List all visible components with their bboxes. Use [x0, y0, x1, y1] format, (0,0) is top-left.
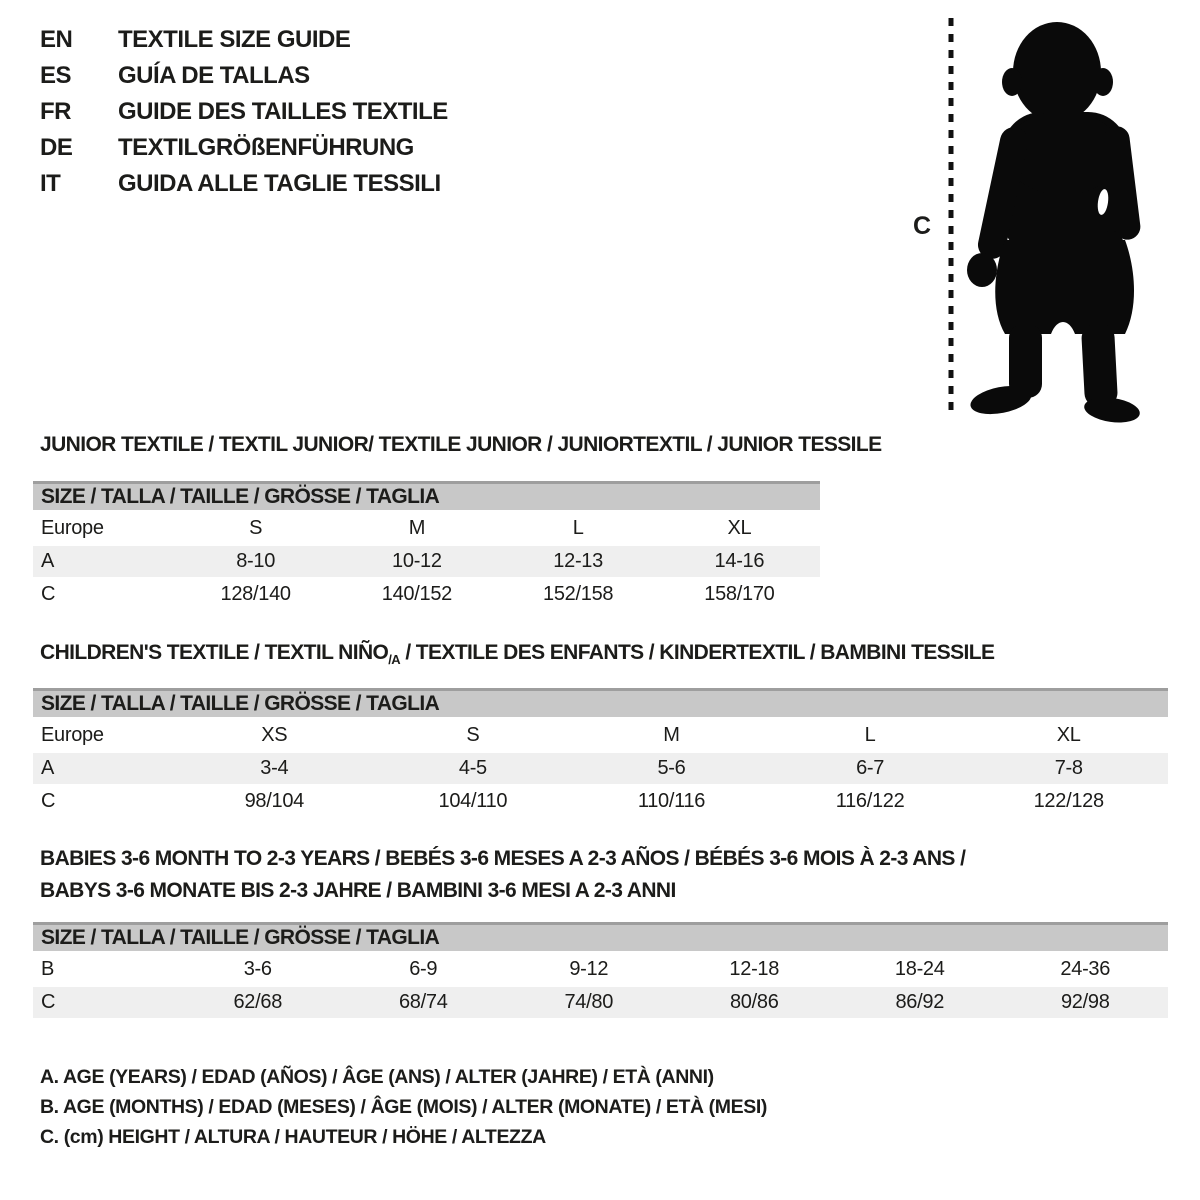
- language-title-list: [40, 22, 448, 202]
- table-cell: 104/110: [438, 790, 508, 812]
- table-row-height: [33, 786, 1168, 817]
- table-cell: 110/116: [637, 790, 706, 812]
- row-label: C: [41, 991, 56, 1013]
- children-title-prefix: CHILDREN'S TEXTILE / TEXTIL NIÑO: [40, 641, 389, 664]
- height-measure-figure: [905, 8, 1175, 428]
- table-row-height: [33, 579, 820, 610]
- baby-body: [967, 22, 1142, 426]
- table-cell: 122/128: [1033, 790, 1104, 812]
- guide-title-es: GUÍA DE TALLAS: [118, 62, 310, 89]
- legend-line-a: A. AGE (YEARS) / EDAD (AÑOS) / ÂGE (ANS) / ALTER (JAHRE) / ETÀ (ANNI): [40, 1066, 714, 1088]
- table-cell: 74/80: [564, 991, 614, 1013]
- language-row-de: [40, 130, 448, 166]
- guide-title-it: GUIDA ALLE TAGLIE TESSILI: [118, 170, 441, 197]
- table-cell: S: [249, 517, 263, 539]
- size-header-row: SIZE / TALLA / TAILLE / GRÖSSE / TAGLIA: [33, 481, 820, 510]
- table-row-age: [33, 546, 820, 577]
- guide-title-fr: GUIDE DES TAILLES TEXTILE: [118, 98, 448, 125]
- table-cell: 140/152: [381, 583, 452, 605]
- table-cell: 92/98: [1060, 991, 1110, 1013]
- language-code: ES: [40, 62, 72, 89]
- language-row-en: [40, 22, 448, 58]
- table-cell: 18-24: [894, 958, 945, 980]
- language-row-fr: [40, 94, 448, 130]
- table-cell: XS: [261, 724, 288, 746]
- table-cell: 3-4: [260, 757, 289, 779]
- table-cell: 98/104: [244, 790, 304, 812]
- children-title-suffix: / TEXTILE DES ENFANTS / KINDERTEXTIL / BAMBINI TESSILE: [400, 641, 995, 664]
- row-label: C: [41, 583, 56, 605]
- guide-title-de: TEXTILGRÖßENFÜHRUNG: [118, 134, 414, 161]
- babies-size-table: [33, 922, 1168, 1020]
- language-code: DE: [40, 134, 73, 161]
- table-cell: 128/140: [220, 583, 291, 605]
- babies-title-line2: BABYS 3-6 MONATE BIS 2-3 JAHRE / BAMBINI 3-6 MESI A 2-3 ANNI: [40, 879, 676, 902]
- table-cell: 12-18: [729, 958, 780, 980]
- row-label: B: [41, 958, 55, 980]
- table-row-europe: [33, 513, 820, 544]
- table-cell: 12-13: [553, 550, 603, 572]
- guide-title-en: TEXTILE SIZE GUIDE: [118, 26, 351, 53]
- babies-section-title: [40, 843, 965, 907]
- language-row-it: [40, 166, 448, 202]
- language-code: IT: [40, 170, 61, 197]
- row-label: A: [41, 550, 55, 572]
- table-cell: 62/68: [233, 991, 283, 1013]
- table-cell: M: [663, 724, 680, 746]
- legend-line-c: C. (cm) HEIGHT / ALTURA / HAUTEUR / HÖHE / ALTEZZA: [40, 1126, 546, 1148]
- row-label: C: [41, 790, 56, 812]
- legend-line-b: B. AGE (MONTHS) / EDAD (MESES) / ÂGE (MOIS) / ALTER (MONATE) / ETÀ (MESI): [40, 1096, 767, 1118]
- table-cell: 80/86: [729, 991, 779, 1013]
- table-cell: 6-9: [409, 958, 438, 980]
- children-size-table: [33, 688, 1168, 819]
- table-cell: 3-6: [243, 958, 272, 980]
- table-cell: 68/74: [398, 991, 448, 1013]
- table-cell: S: [466, 724, 480, 746]
- table-row-age-months: [33, 954, 1168, 985]
- table-cell: 14-16: [714, 550, 765, 572]
- children-title-subscript: /A: [388, 652, 401, 668]
- table-cell: L: [572, 517, 584, 539]
- table-cell: 9-12: [569, 958, 609, 980]
- toddler-silhouette: [905, 8, 1175, 428]
- row-label: Europe: [41, 517, 104, 539]
- language-row-es: [40, 58, 448, 94]
- children-section-title: [40, 641, 994, 667]
- measurement-legend: [40, 1066, 767, 1156]
- table-cell: 4-5: [458, 757, 487, 779]
- table-cell: XL: [727, 517, 752, 539]
- table-cell: 116/122: [835, 790, 905, 812]
- table-cell: XL: [1056, 724, 1081, 746]
- size-header-row: SIZE / TALLA / TAILLE / GRÖSSE / TAGLIA: [33, 922, 1168, 951]
- table-row-europe: [33, 720, 1168, 751]
- table-cell: M: [408, 517, 426, 539]
- table-cell: 6-7: [856, 757, 885, 779]
- junior-size-table: [33, 481, 820, 612]
- table-cell: 152/158: [543, 583, 614, 605]
- row-label: Europe: [41, 724, 104, 746]
- table-row-height: [33, 987, 1168, 1018]
- table-cell: 86/92: [895, 991, 945, 1013]
- table-cell: 5-6: [657, 757, 686, 779]
- row-label: A: [41, 757, 55, 779]
- table-cell: 7-8: [1054, 757, 1083, 779]
- language-code: FR: [40, 98, 71, 125]
- height-measure-label: C: [913, 212, 932, 240]
- table-cell: 8-10: [236, 550, 276, 572]
- table-cell: 158/170: [704, 583, 775, 605]
- babies-title-line1: BABIES 3-6 MONTH TO 2-3 YEARS / BEBÉS 3-6 MESES A 2-3 AÑOS / BÉBÉS 3-6 MOIS À 2-3 ANS /: [40, 847, 966, 870]
- table-cell: 10-12: [392, 550, 442, 572]
- table-cell: 24-36: [1060, 958, 1111, 980]
- table-cell: L: [864, 724, 876, 746]
- table-row-age: [33, 753, 1168, 784]
- junior-section-title: JUNIOR TEXTILE / TEXTIL JUNIOR/ TEXTILE JUNIOR / JUNIORTEXTIL / JUNIOR TESSILE: [40, 433, 882, 456]
- language-code: EN: [40, 26, 73, 53]
- size-header-row: SIZE / TALLA / TAILLE / GRÖSSE / TAGLIA: [33, 688, 1168, 717]
